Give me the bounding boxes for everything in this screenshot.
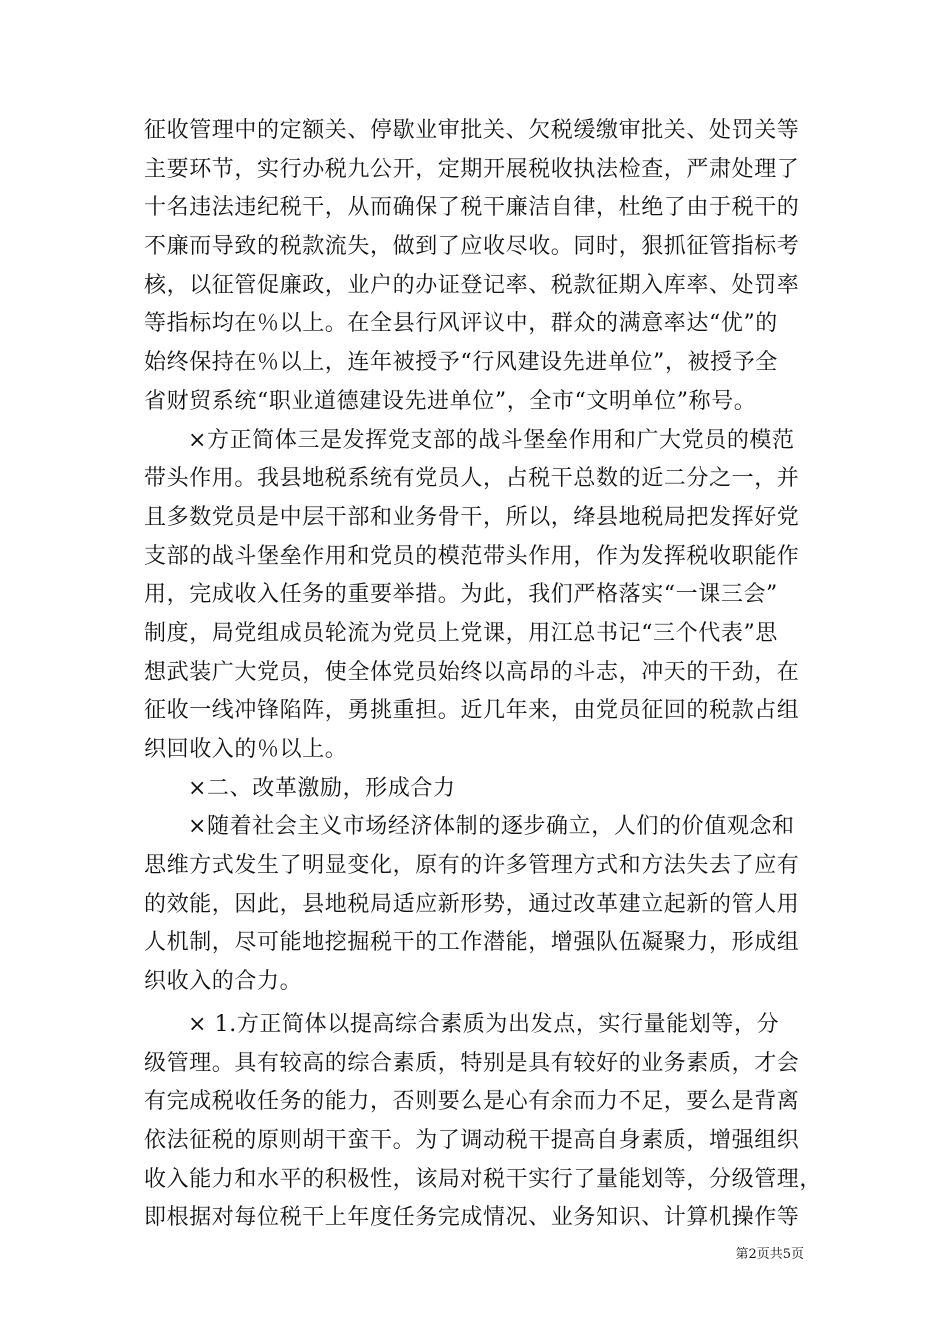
text-line: 级管理。具有较高的综合素质，特别是具有较好的业务素质，才会 bbox=[144, 1050, 800, 1076]
text-line: 支部的战斗堡垒作用和党员的模范带头作用，作为发挥税收职能作 bbox=[144, 543, 800, 569]
text-line: 始终保持在％以上，连年被授予“行风建设先进单位”，被授予全 bbox=[144, 350, 778, 376]
paragraph-start-line: ×方正简体三是发挥党支部的战斗堡垒作用和广大党员的模范 bbox=[188, 427, 795, 453]
text-line: 省财贸系统“职业道德建设先进单位”，全市“文明单位”称号。 bbox=[144, 388, 757, 414]
text-line: 不廉而导致的税款流失，做到了应收尽收。同时，狠抓征管指标考 bbox=[144, 234, 800, 260]
section-heading: ×二、改革激励，形成合力 bbox=[188, 775, 456, 801]
text-line: 收入能力和水平的积极性，该局对税干实行了量能划等，分级管理， bbox=[144, 1166, 823, 1192]
paragraph-start-line: × 1.方正简体以提高综合素质为出发点，实行量能划等，分 bbox=[188, 1011, 780, 1037]
text-line: 带头作用。我县地税系统有党员人，占税干总数的近二分之一，并 bbox=[144, 466, 800, 492]
text-line: 征收一线冲锋陷阵，勇挑重担。近几年来，由党员征回的税款占组 bbox=[144, 698, 800, 724]
text-line: 织收入的合力。 bbox=[144, 969, 303, 995]
text-line: 用，完成收入任务的重要举措。为此，我们严格落实“一课三会” bbox=[144, 582, 778, 608]
text-line: 征收管理中的定额关、停歇业审批关、欠税缓缴审批关、处罚关等 bbox=[144, 118, 800, 143]
text-line: 制度，局党组成员轮流为党员上党课，用江总书记“三个代表”思 bbox=[144, 620, 778, 646]
text-line: 想武装广大党员，使全体党员始终以高昂的斗志，冲天的干劲，在 bbox=[144, 659, 800, 685]
text-line: 即根据对每位税干上年度任务完成情况、业务知识、计算机操作等 bbox=[144, 1205, 800, 1231]
text-line: 的效能，因此，县地税局适应新形势，通过改革建立起新的管人用 bbox=[144, 891, 800, 917]
text-line: 主要环节，实行办税九公开，定期开展税收执法检查，严肃处理了 bbox=[144, 156, 800, 182]
text-line: 且多数党员是中层干部和业务骨干，所以，绛县地税局把发挥好党 bbox=[144, 504, 800, 530]
text-line: 依法征税的原则胡干蛮干。为了调动税干提高自身素质，增强组织 bbox=[144, 1127, 800, 1153]
text-line: 织回收入的％以上。 bbox=[144, 737, 348, 762]
text-line: 思维方式发生了明显变化，原有的许多管理方式和方法失去了应有 bbox=[144, 853, 800, 879]
text-line: 十名违法违纪税干，从而确保了税干廉洁自律，杜绝了由于税干的 bbox=[144, 195, 800, 221]
page-number: 第2页共5页 bbox=[735, 1247, 804, 1262]
paragraph-start-line: ×随着社会主义市场经济体制的逐步确立，人们的价值观念和 bbox=[188, 814, 795, 840]
text-line: 有完成税收任务的能力，否则要么是心有余而力不足，要么是背离 bbox=[144, 1089, 800, 1115]
text-line: 核，以征管促廉政，业户的办证登记率、税款征期入库率、处罚率 bbox=[144, 272, 800, 298]
text-line: 等指标均在％以上。在全县行风评议中，群众的满意率达“优”的 bbox=[144, 311, 778, 337]
document-body bbox=[144, 112, 824, 1238]
text-line: 人机制，尽可能地挖掘税干的工作潜能，增强队伍凝聚力，形成组 bbox=[144, 930, 800, 956]
